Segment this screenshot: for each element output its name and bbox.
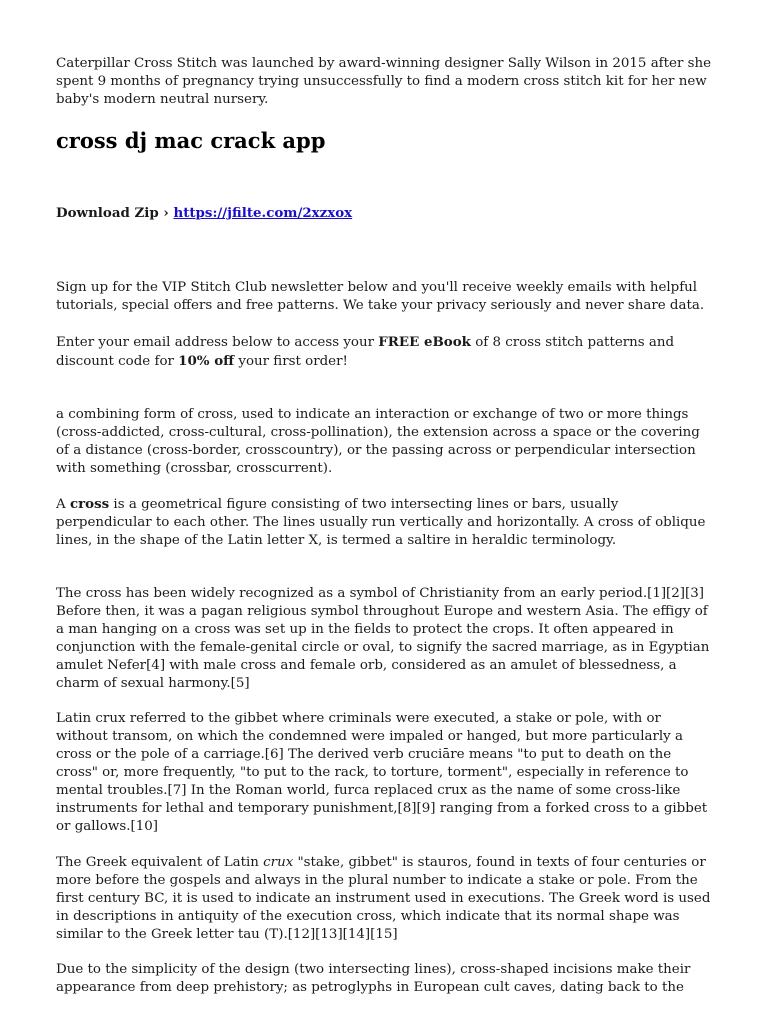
download-label: Download Zip › [56, 205, 169, 221]
greek-paragraph [56, 854, 714, 944]
intro-paragraph: Caterpillar Cross Stitch was launched by award-winning designer Sally Wilson in 2015 after she spent 9 months of pregnancy trying unsuccessfully to find a modern cross stitch kit for her new baby's modern neutral nursery. [56, 56, 712, 107]
vip-signup-paragraph: Sign up for the VIP Stitch Club newsletter below and you'll receive weekly emails with helpful tutorials, special offers and free patterns. We take your privacy seriously and never share data. [56, 280, 705, 313]
geometry-text-end: is a geometrical figure consisting of two intersecting lines or bars, usually perpendicular to each other. The lines usually run vertically and horizontally. A cross of oblique lines, in the shape of the Latin letter X, is termed a saltire in heraldic terminology. [56, 497, 706, 548]
greek-text-end: "stake, gibbet" is stauros, found in texts of four centuries or more before the gospels and always in the plural number to indicate a stake or pole. From the first century BC, it is used to indicate an instrument used in executions. The Greek word is used in descriptions in antiquity of the execution cross, which indicate that its normal shape was similar to the Greek letter tau (Τ).[12][13][14][15] [56, 855, 711, 942]
page-title: cross dj mac crack app [56, 128, 326, 153]
geometry-paragraph [56, 495, 714, 550]
email-prompt-text-middle: of 8 cross stitch patterns and discount code for [56, 335, 675, 369]
history-paragraph: The cross has been widely recognized as a symbol of Christianity from an early period.[1][2][3] Before then, it was a pagan religious symbol throughout Europe and western Asia. The effigy of a man hanging on a cross was set up in the fields to protect the crops. It often appeared in conjunction with the female-genital circle or oval, to signify the sacred marriage, as in Egyptian amulet Nefer[4] with male cross and female orb, considered as an amulet of blessedness, a charm of sexual harmony.[5] [56, 586, 710, 691]
discount-text: 10% off [178, 353, 235, 369]
free-ebook-text: FREE eBook [378, 334, 471, 350]
crux-italic-text: crux [263, 855, 294, 870]
email-prompt-text-end: your first order! [234, 354, 348, 369]
download-line [56, 204, 714, 222]
definition-paragraph: a combining form of cross, used to indicate an interaction or exchange of two or more things (cross-addicted, cross-cultural, cross-pollination), the extension across a space or the covering of a distance (cross-border, crosscountry), or the passing across or perpendicular intersection with something (crossbar, crosscurrent). [56, 407, 700, 476]
geometry-text-start: A [56, 497, 70, 512]
greek-text-start: The Greek equivalent of Latin [56, 855, 264, 870]
prehistory-paragraph: Due to the simplicity of the design (two intersecting lines), cross-shaped incisions make their appearance from deep prehistory; as petroglyphs in European cult caves, dating back to the [56, 962, 691, 995]
email-prompt-text: Enter your email address below to access your [56, 335, 379, 350]
cross-bold-text: cross [69, 496, 110, 512]
download-link[interactable]: https://jfilte.com/2xzxox [173, 205, 353, 221]
latin-paragraph: Latin crux referred to the gibbet where criminals were executed, a stake or pole, with or without transom, on which the condemned were impaled or hanged, but more particularly a cross or the pole of a carriage.[6] The derived verb cruciāre means "to put to death on the cross" or, more frequently, "to put to the rack, to torture, torment", especially in reference to mental troubles.[7] In the Roman world, furca replaced crux as the name of some cross-like instruments for lethal and temporary punishment,[8][9] ranging from a forked cross to a gibbet or gallows.[10] [56, 711, 708, 834]
email-prompt-paragraph [56, 333, 714, 371]
